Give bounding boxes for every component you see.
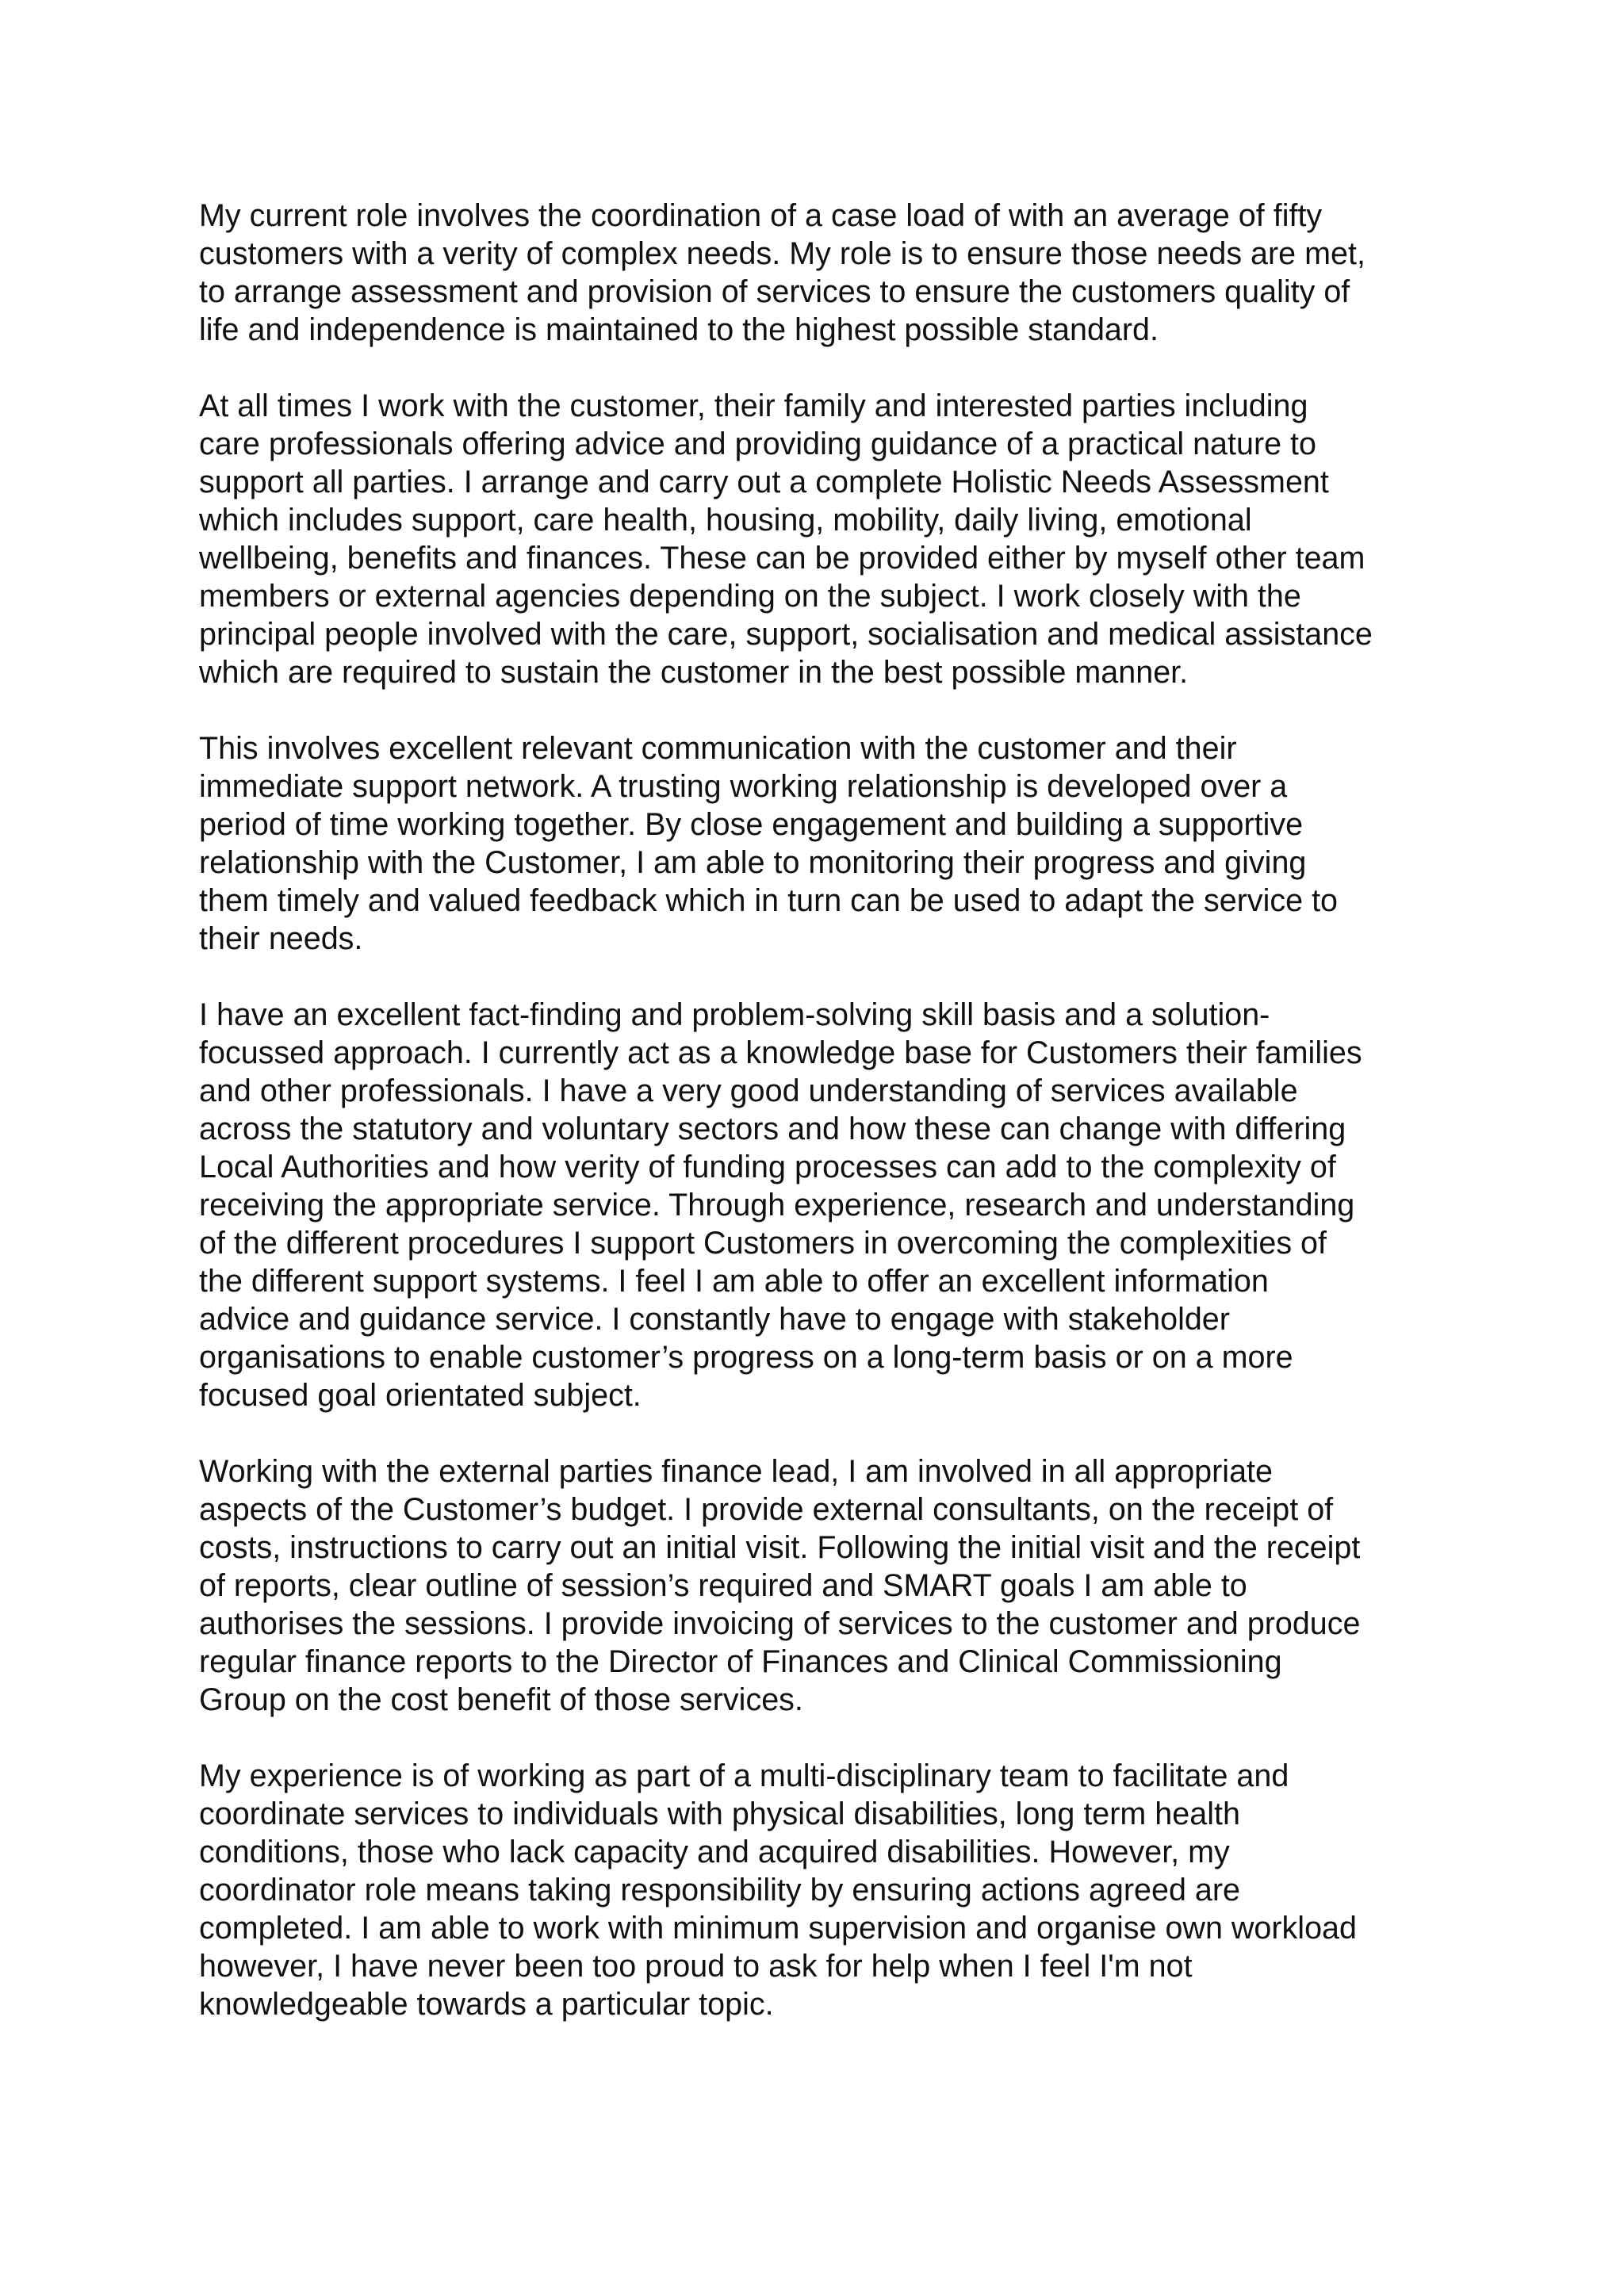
text-line: their needs. xyxy=(199,921,363,956)
paragraph-finance xyxy=(199,1452,1452,1719)
text-line: which includes support, care health, housing, mobility, daily living, emotional xyxy=(199,503,1252,538)
paragraph-problem-solving xyxy=(199,996,1452,1414)
text-line: the different support systems. I feel I am able to offer an excellent information xyxy=(199,1264,1269,1299)
text-line: advice and guidance service. I constantly have to engage with stakeholder xyxy=(199,1302,1230,1337)
text-line: coordinate services to individuals with physical disabilities, long term health xyxy=(199,1797,1240,1831)
text-line: My experience is of working as part of a multi-disciplinary team to facilitate and xyxy=(199,1758,1289,1793)
text-line: to arrange assessment and provision of services to ensure the customers quality of xyxy=(199,274,1350,309)
text-line: period of time working together. By close engagement and building a supportive xyxy=(199,807,1304,842)
text-line: life and independence is maintained to the highest possible standard. xyxy=(199,312,1159,347)
text-line: care professionals offering advice and providing guidance of a practical nature to xyxy=(199,427,1316,461)
text-line: Local Authorities and how verity of funding processes can add to the complexity of xyxy=(199,1150,1336,1184)
text-line: At all times I work with the customer, their family and interested parties including xyxy=(199,388,1308,423)
paragraph-experience xyxy=(199,1757,1452,2023)
text-line: organisations to enable customer’s progress on a long-term basis or on a more xyxy=(199,1340,1293,1375)
text-line: coordinator role means taking responsibility by ensuring actions agreed are xyxy=(199,1873,1241,1908)
text-line: support all parties. I arrange and carry out a complete Holistic Needs Assessment xyxy=(199,465,1329,499)
text-line: customers with a verity of complex needs. My role is to ensure those needs are met, xyxy=(199,236,1365,271)
text-line: however, I have never been too proud to ask for help when I feel I'm not xyxy=(199,1949,1193,1984)
document-body xyxy=(199,197,1452,2061)
text-line: focused goal orientated subject. xyxy=(199,1378,642,1413)
text-line: I have an excellent fact-finding and problem-solving skill basis and a solution- xyxy=(199,997,1270,1032)
text-line: them timely and valued feedback which in turn can be used to adapt the service to xyxy=(199,883,1339,918)
text-line: of reports, clear outline of session’s required and SMART goals I am able to xyxy=(199,1568,1247,1603)
text-line: costs, instructions to carry out an initial visit. Following the initial visit and the receipt xyxy=(199,1530,1361,1565)
text-line: which are required to sustain the customer in the best possible manner. xyxy=(199,655,1189,690)
text-line: Working with the external parties finance lead, I am involved in all appropriate xyxy=(199,1454,1273,1489)
paragraph-role-overview xyxy=(199,197,1452,349)
text-line: of the different procedures I support Customers in overcoming the complexities of xyxy=(199,1226,1327,1261)
paragraph-holistic-assessment xyxy=(199,387,1452,691)
text-line: across the statutory and voluntary sectors and how these can change with differing xyxy=(199,1112,1346,1146)
text-line: members or external agencies depending on the subject. I work closely with the xyxy=(199,579,1301,614)
text-line: My current role involves the coordination of a case load of with an average of fifty xyxy=(199,198,1323,233)
text-line: principal people involved with the care, support, socialisation and medical assistance xyxy=(199,617,1373,652)
text-line: authorises the sessions. I provide invoicing of services to the customer and produce xyxy=(199,1606,1361,1641)
text-line: completed. I am able to work with minimum supervision and organise own workload xyxy=(199,1911,1357,1946)
text-line: regular finance reports to the Director of Finances and Clinical Commissioning xyxy=(199,1644,1282,1679)
text-line: immediate support network. A trusting working relationship is developed over a xyxy=(199,769,1288,804)
text-line: This involves excellent relevant communication with the customer and their xyxy=(199,731,1237,766)
text-line: wellbeing, benefits and finances. These can be provided either by myself other team xyxy=(199,541,1365,576)
text-line: Group on the cost benefit of those services. xyxy=(199,1682,803,1717)
paragraph-communication xyxy=(199,729,1452,958)
text-line: knowledgeable towards a particular topic. xyxy=(199,1987,774,2022)
text-line: focussed approach. I currently act as a knowledge base for Customers their families xyxy=(199,1035,1362,1070)
text-line: and other professionals. I have a very good understanding of services available xyxy=(199,1073,1298,1108)
text-line: relationship with the Customer, I am able to monitoring their progress and giving xyxy=(199,845,1307,880)
text-line: aspects of the Customer’s budget. I provide external consultants, on the receipt of xyxy=(199,1492,1334,1527)
text-line: conditions, those who lack capacity and acquired disabilities. However, my xyxy=(199,1835,1230,1869)
text-line: receiving the appropriate service. Through experience, research and understanding xyxy=(199,1188,1355,1223)
